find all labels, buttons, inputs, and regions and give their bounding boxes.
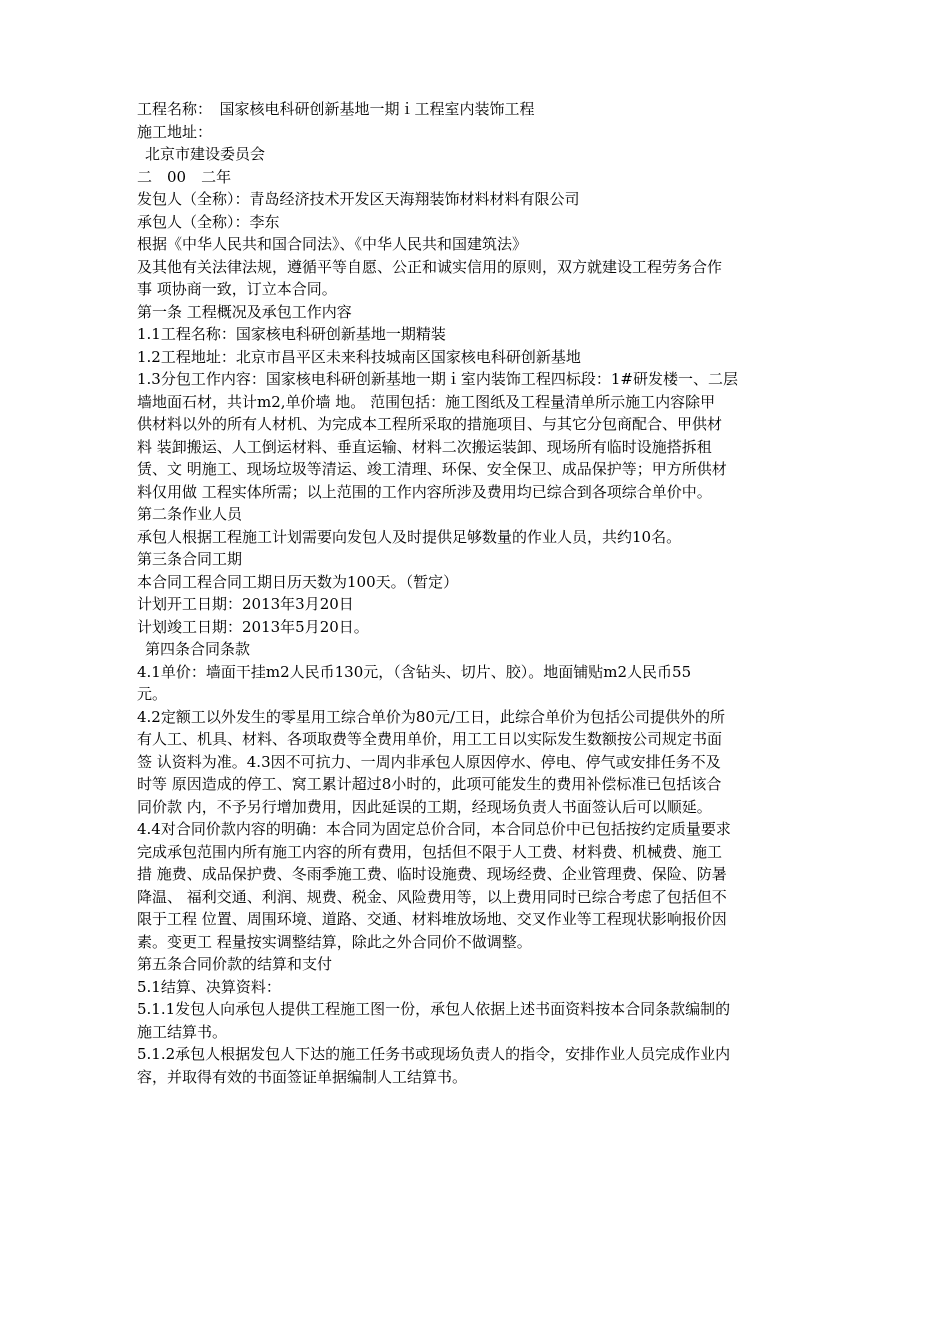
issuing-authority: 北京市建设委员会 (145, 145, 266, 163)
clause-5-1-2-line-2: 容，并取得有效的书面签证单据编制人工结算书。 (137, 1067, 468, 1086)
contract-duration: 本合同工程合同工期日历天数为100天。（暂定） (137, 572, 459, 591)
preamble-line-2: 事 项协商一致，订立本合同。 (137, 280, 337, 298)
construction-address-label: 施工地址： (137, 122, 213, 141)
planned-start-date: 计划开工日期：2013年3月20日 (137, 595, 354, 613)
clause-1-3-line-4: 料 装卸搬运、人工倒运材料、垂直运输、材料二次搬运装卸、现场所有临时设施搭拆租 (137, 437, 712, 456)
clause-4-4-line-5: 限于工程 位置、周围环境、道路、交通、材料堆放场地、交叉作业等工程现状影响报价因 (137, 910, 727, 928)
clause-4-2-line-1: 4.2定额工以外发生的零星用工综合单价为80元/工日，此综合单价为包括公司提供外的所 (137, 707, 725, 726)
clause-4-3-line-1: 时等 原因造成的停工、窝工累计超过8小时的，此项可能发生的费用补偿标准已包括该合 (137, 775, 722, 793)
clause-1-3-line-5: 赁、文 明施工、现场垃圾等清运、竣工清理、环保、安全保卫、成品保护等；甲方所供材 (137, 460, 727, 478)
clause-4-4-line-2: 完成承包范围内所有施工内容的所有费用，包括但不限于人工费、材料费、机械费、施工 (137, 842, 723, 861)
clause-1-3-line-3: 供材料以外的所有人材机、为完成本工程所采取的措施项目、与其它分包商配合、甲供材 (137, 415, 723, 433)
clause-1-3-line-1: 1.3分包工作内容：国家核电科研创新基地一期ｉ室内装饰工程四标段：1#研发楼一、二层 (137, 370, 738, 388)
clause-5-1-1-line-2: 施工结算书。 (137, 1022, 228, 1041)
article-2-heading: 第二条作业人员 (137, 505, 243, 523)
document-year: 二 00 二年 (137, 167, 232, 186)
article-5-heading: 第五条合同价款的结算和支付 (137, 955, 333, 973)
clause-4-2-line-3: 签 认资料为准。4.3因不可抗力、一周内非承包人原因停水、停电、停气或安排任务不及 (137, 752, 721, 771)
clause-4-1-line-2: 元。 (137, 685, 168, 703)
clause-1-3-line-2: 墙地面石材，共计m2,单价墙 地。 范围包括：施工图纸及工程量清单所示施工内容除甲 (137, 392, 716, 411)
clause-1-1: 1.1工程名称：国家核电科研创新基地一期精装 (137, 325, 446, 343)
clause-4-1-line-1: 4.1单价：墙面干挂m2人民币130元，（含钻头、切片、胶）。地面铺贴m2人民币55 (137, 662, 692, 681)
clause-4-3-line-2: 同价款 内，不予另行增加费用，因此延误的工期，经现场负责人书面签认后可以顺延。 (137, 797, 712, 816)
project-name-line: 工程名称： 国家核电科研创新基地一期ｉ工程室内装饰工程 (137, 100, 535, 118)
article-3-heading: 第三条合同工期 (137, 550, 243, 568)
clause-5-1: 5.1结算、决算资料： (137, 977, 281, 996)
contract-document (137, 98, 817, 1088)
employer-line: 发包人（全称）：青岛经济技术开发区天海翔装饰材料材料有限公司 (137, 190, 580, 208)
clause-1-2: 1.2工程地址：北京市昌平区未来科技城南区国家核电科研创新基地 (137, 347, 581, 366)
article-4-heading: 第四条合同条款 (145, 640, 251, 658)
clause-4-4-line-6: 素。变更工 程量按实调整结算，除此之外合同价不做调整。 (137, 932, 532, 951)
article-1-heading: 第一条 工程概况及承包工作内容 (137, 302, 352, 321)
legal-basis-line: 根据《中华人民共和国合同法》、《中华人民共和国建筑法》 (137, 235, 528, 253)
clause-1-3-line-6: 料仅用做 工程实体所需；以上范围的工作内容所涉及费用均已综合到各项综合单价中。 (137, 482, 712, 501)
preamble-line-1: 及其他有关法律法规，遵循平等自愿、公正和诚实信用的原则，双方就建设工程劳务合作 (137, 257, 723, 276)
article-2-text: 承包人根据工程施工计划需要向发包人及时提供足够数量的作业人员，共约10名。 (137, 527, 682, 546)
clause-4-4-line-4: 降温、 福利交通、利润、规费、税金、风险费用等，以上费用同时已综合考虑了包括但不 (137, 887, 727, 906)
clause-5-1-1-line-1: 5.1.1发包人向承包人提供工程施工图一份，承包人依据上述书面资料按本合同条款编制的 (137, 1000, 731, 1018)
clause-4-4-line-3: 措 施费、成品保护费、冬雨季施工费、临时设施费、现场经费、企业管理费、保险、防暑 (137, 865, 727, 883)
clause-5-1-2-line-1: 5.1.2承包人根据发包人下达的施工任务书或现场负责人的指令，安排作业人员完成作业内 (137, 1045, 731, 1063)
planned-completion-date: 计划竣工日期：2013年5月20日。 (137, 617, 369, 636)
clause-4-4-line-1: 4.4对合同价款内容的明确：本合同为固定总价合同，本合同总价中已包括按约定质量要求 (137, 820, 731, 838)
contractor-line: 承包人（全称）：李东 (137, 212, 280, 231)
clause-4-2-line-2: 有人工、机具、材料、各项取费等全费用单价，用工工日以实际发生数额按公司规定书面 (137, 730, 723, 748)
